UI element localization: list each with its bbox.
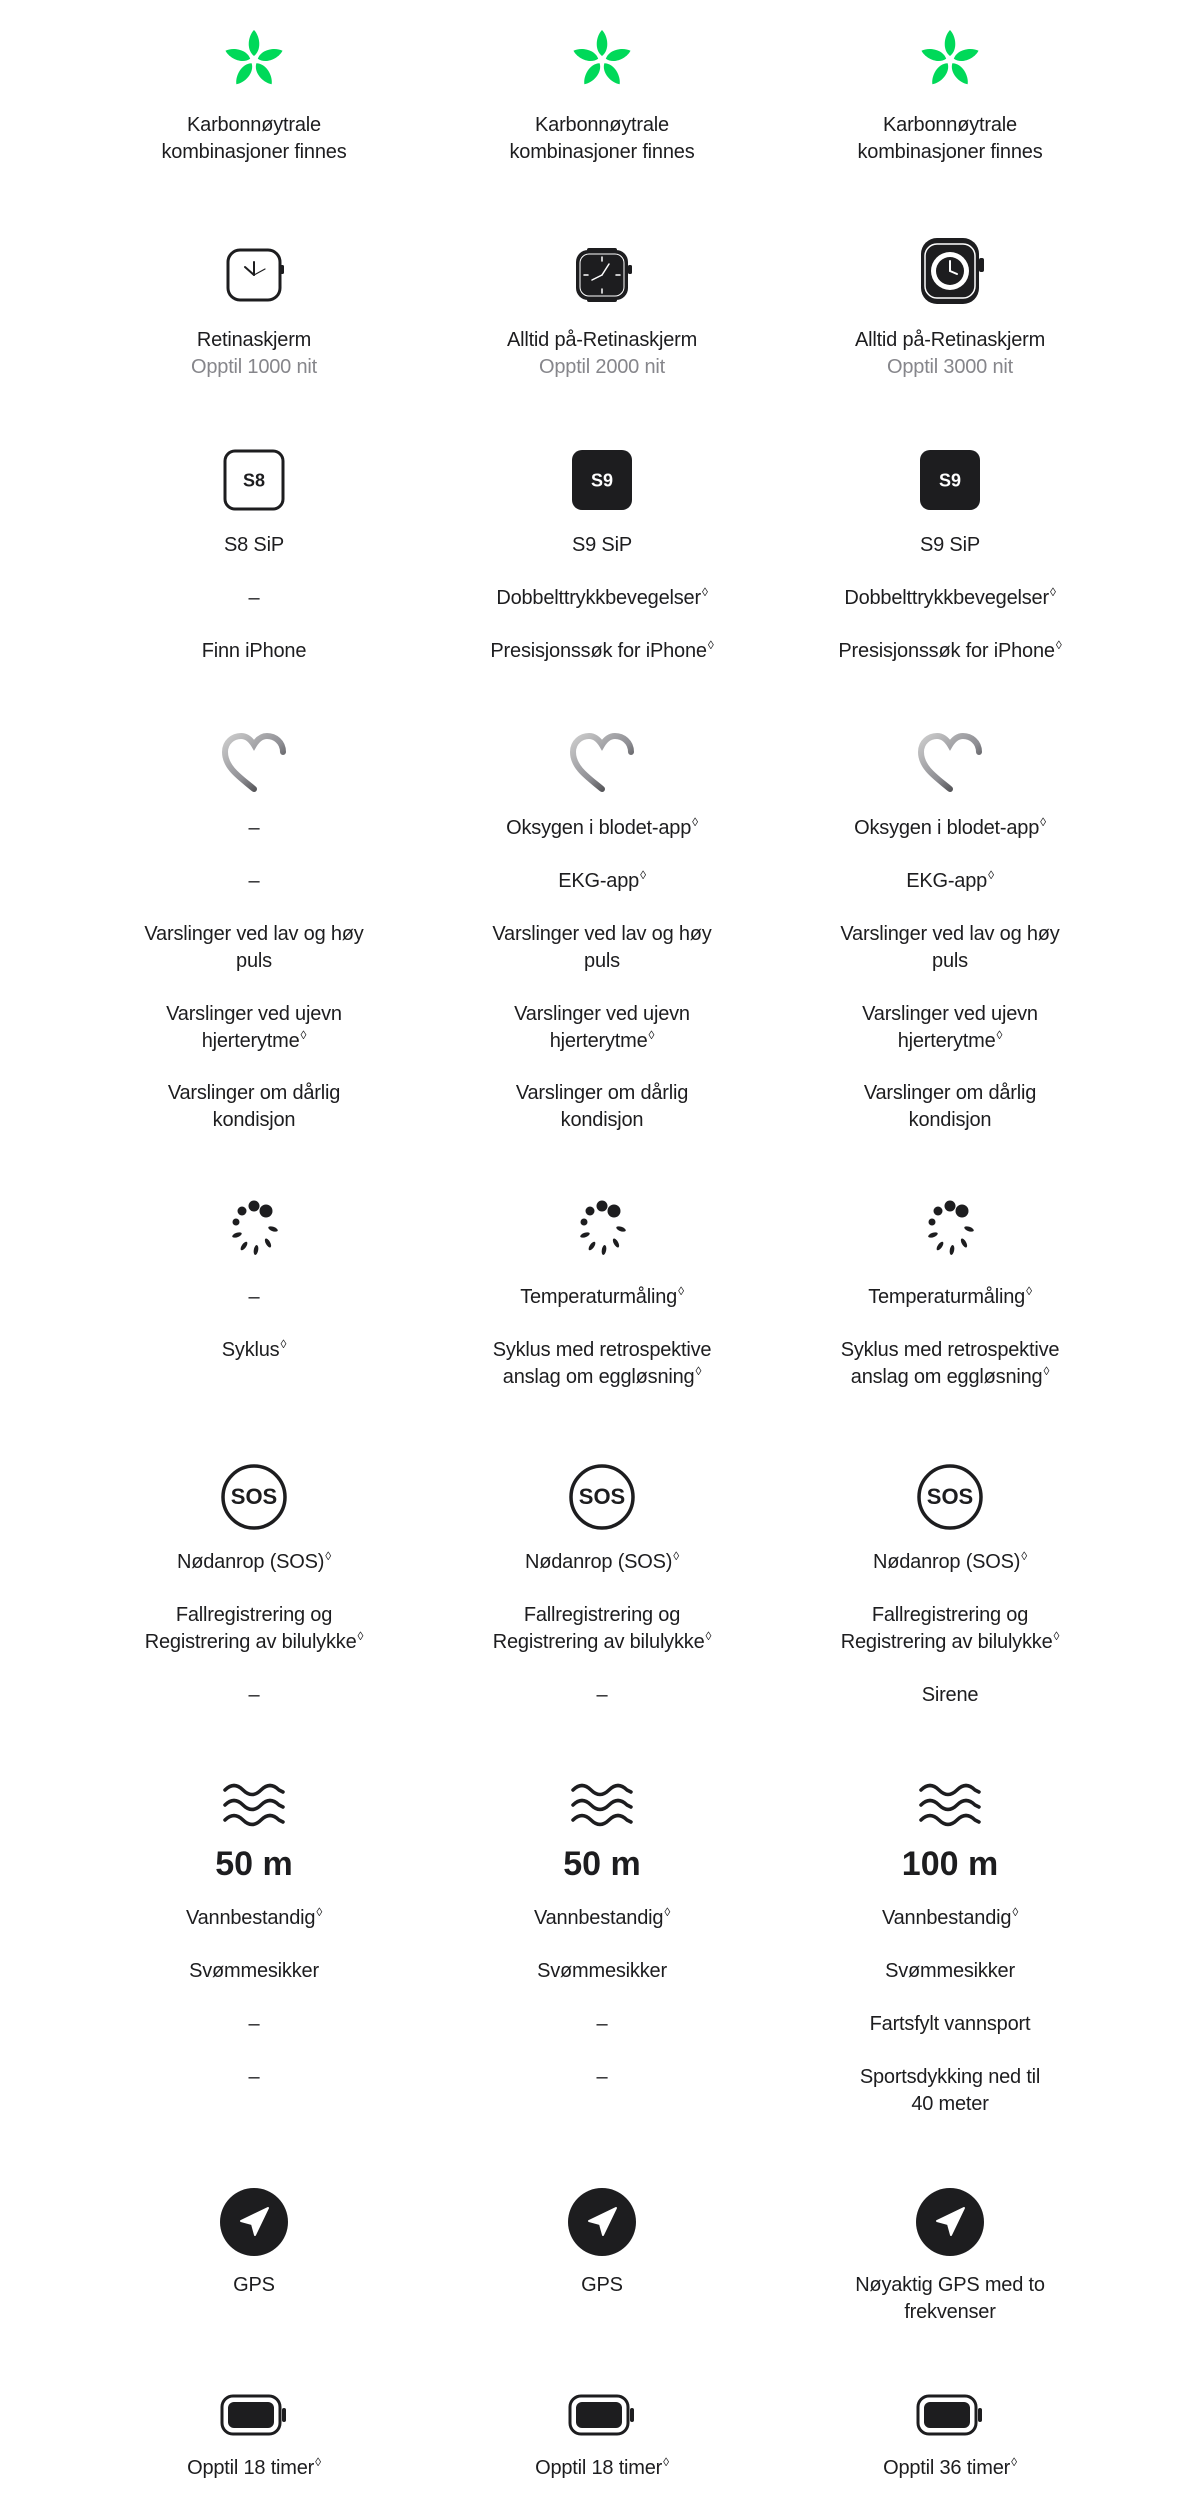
location-arrow-icon xyxy=(915,2187,985,2257)
recreational-diving: – xyxy=(596,2066,608,2088)
chip-badge-label: S8 xyxy=(242,470,266,491)
carbon-neutral-text: Karbonnøytrale kombinasjoner finnes xyxy=(509,114,695,163)
battery-icon xyxy=(915,2380,985,2450)
heart-rate-alerts: Varslinger ved lav og høy puls xyxy=(492,923,712,972)
siren: Sirene xyxy=(921,1684,979,1706)
cycle-tracking: Syklus med retrospektive anslag om eggløsning◊ xyxy=(492,1339,712,1388)
sos-icon xyxy=(219,1462,289,1532)
carbon-neutral-text: Karbonnøytrale kombinasjoner finnes xyxy=(161,114,347,163)
model-column xyxy=(104,0,404,2506)
gps: GPS xyxy=(581,2274,623,2296)
cardio-fitness-alerts: Varslinger om dårlig kondisjon xyxy=(863,1082,1037,1131)
cycle-tracking: Syklus med retrospektive anslag om eggløsning◊ xyxy=(840,1339,1060,1388)
water-depth: 50 m xyxy=(563,1845,641,1883)
leaf-icon xyxy=(915,25,985,95)
sos-badge-label: SOS xyxy=(230,1484,278,1509)
battery-icon xyxy=(219,2380,289,2450)
swimproof: Svømmesikker xyxy=(537,1960,667,1982)
blood-oxygen-app: Oksygen i blodet-app◊ xyxy=(854,815,1046,839)
display-name: Alltid på-Retinaskjerm xyxy=(854,329,1046,351)
ecg-app: – xyxy=(248,870,260,892)
precision-finding: Presisjonssøk for iPhone◊ xyxy=(838,638,1062,662)
precision-finding: Presisjonssøk for iPhone◊ xyxy=(490,638,714,662)
siren: – xyxy=(248,1684,260,1706)
water-depth: 100 m xyxy=(901,1845,999,1883)
heart-icon xyxy=(567,728,637,798)
water-resistant: Vannbestandig◊ xyxy=(533,1905,671,1929)
temperature-sensing: Temperaturmåling◊ xyxy=(868,1284,1032,1308)
location-arrow-icon xyxy=(219,2187,289,2257)
double-tap-gesture: – xyxy=(248,587,260,609)
siren: – xyxy=(596,1684,608,1706)
heart-rate-alerts: Varslinger ved lav og høy puls xyxy=(144,923,364,972)
cycle-tracking-icon xyxy=(567,1197,637,1267)
blood-oxygen-app: – xyxy=(248,817,260,839)
chip-name: S9 SiP xyxy=(572,534,632,556)
water-resistant: Vannbestandig◊ xyxy=(185,1905,323,1929)
battery-life: Opptil 18 timer◊ xyxy=(535,2455,669,2479)
sos-icon xyxy=(567,1462,637,1532)
cycle-tracking-icon xyxy=(915,1197,985,1267)
cycle-tracking: Syklus◊ xyxy=(221,1337,287,1361)
heart-rate-alerts: Varslinger ved lav og høy puls xyxy=(840,923,1060,972)
sos-badge-label: SOS xyxy=(926,1484,974,1509)
carbon-neutral-text: Karbonnøytrale kombinasjoner finnes xyxy=(857,114,1043,163)
emergency-sos: Nødanrop (SOS)◊ xyxy=(873,1549,1027,1573)
display-name: Alltid på-Retinaskjerm xyxy=(506,329,698,351)
heart-icon xyxy=(915,728,985,798)
watch-face-icon xyxy=(915,236,985,306)
heart-icon xyxy=(219,728,289,798)
watch-face-icon xyxy=(567,240,637,310)
double-tap-gesture: Dobbelttrykkbevegelser◊ xyxy=(844,585,1056,609)
swimproof: Svømmesikker xyxy=(189,1960,319,1982)
irregular-rhythm-alerts: Varslinger ved ujevn hjerterytme◊ xyxy=(514,1003,690,1052)
cardio-fitness-alerts: Varslinger om dårlig kondisjon xyxy=(515,1082,689,1131)
cycle-tracking-icon xyxy=(219,1197,289,1267)
chip-badge-label: S9 xyxy=(590,470,614,491)
fall-crash-detection: Fallregistrering og Registrering av bilulykke◊ xyxy=(144,1604,364,1653)
double-tap-gesture: Dobbelttrykkbevegelser◊ xyxy=(496,585,708,609)
chip-name: S8 SiP xyxy=(224,534,284,556)
recreational-diving: Sportsdykking ned til 40 meter xyxy=(859,2066,1041,2115)
chip-icon xyxy=(219,445,289,515)
gps: GPS xyxy=(233,2274,275,2296)
fall-crash-detection: Fallregistrering og Registrering av bilulykke◊ xyxy=(840,1604,1060,1653)
display-name: Retinaskjerm xyxy=(196,329,312,351)
temperature-sensing: – xyxy=(248,1286,260,1308)
swimproof: Svømmesikker xyxy=(885,1960,1015,1982)
battery-life: Opptil 36 timer◊ xyxy=(883,2455,1017,2479)
fall-crash-detection: Fallregistrering og Registrering av bilulykke◊ xyxy=(492,1604,712,1653)
chip-name: S9 SiP xyxy=(920,534,980,556)
battery-icon xyxy=(567,2380,637,2450)
high-speed-water-sports: Fartsfylt vannsport xyxy=(869,2013,1031,2035)
ecg-app: EKG-app◊ xyxy=(906,868,994,892)
display-brightness: Opptil 2000 nit xyxy=(539,356,665,378)
chip-icon xyxy=(567,445,637,515)
blood-oxygen-app: Oksygen i blodet-app◊ xyxy=(506,815,698,839)
irregular-rhythm-alerts: Varslinger ved ujevn hjerterytme◊ xyxy=(166,1003,342,1052)
battery-life: Opptil 18 timer◊ xyxy=(187,2455,321,2479)
watch-face-icon xyxy=(219,240,289,310)
recreational-diving: – xyxy=(248,2066,260,2088)
chip-icon xyxy=(915,445,985,515)
water-waves-icon xyxy=(219,1770,289,1840)
find-iphone: Finn iPhone xyxy=(201,640,307,662)
sos-badge-label: SOS xyxy=(578,1484,626,1509)
water-waves-icon xyxy=(915,1770,985,1840)
temperature-sensing: Temperaturmåling◊ xyxy=(520,1284,684,1308)
leaf-icon xyxy=(567,25,637,95)
model-column xyxy=(800,0,1100,2506)
water-depth: 50 m xyxy=(215,1845,293,1883)
display-brightness: Opptil 3000 nit xyxy=(887,356,1013,378)
emergency-sos: Nødanrop (SOS)◊ xyxy=(525,1549,679,1573)
location-arrow-icon xyxy=(567,2187,637,2257)
irregular-rhythm-alerts: Varslinger ved ujevn hjerterytme◊ xyxy=(862,1003,1038,1052)
water-resistant: Vannbestandig◊ xyxy=(881,1905,1019,1929)
model-column xyxy=(452,0,752,2506)
high-speed-water-sports: – xyxy=(248,2013,260,2035)
leaf-icon xyxy=(219,25,289,95)
cardio-fitness-alerts: Varslinger om dårlig kondisjon xyxy=(167,1082,341,1131)
gps: Nøyaktig GPS med to frekvenser xyxy=(855,2274,1045,2323)
high-speed-water-sports: – xyxy=(596,2013,608,2035)
chip-badge-label: S9 xyxy=(938,470,962,491)
display-brightness: Opptil 1000 nit xyxy=(191,356,317,378)
water-waves-icon xyxy=(567,1770,637,1840)
emergency-sos: Nødanrop (SOS)◊ xyxy=(177,1549,331,1573)
ecg-app: EKG-app◊ xyxy=(558,868,646,892)
sos-icon xyxy=(915,1462,985,1532)
